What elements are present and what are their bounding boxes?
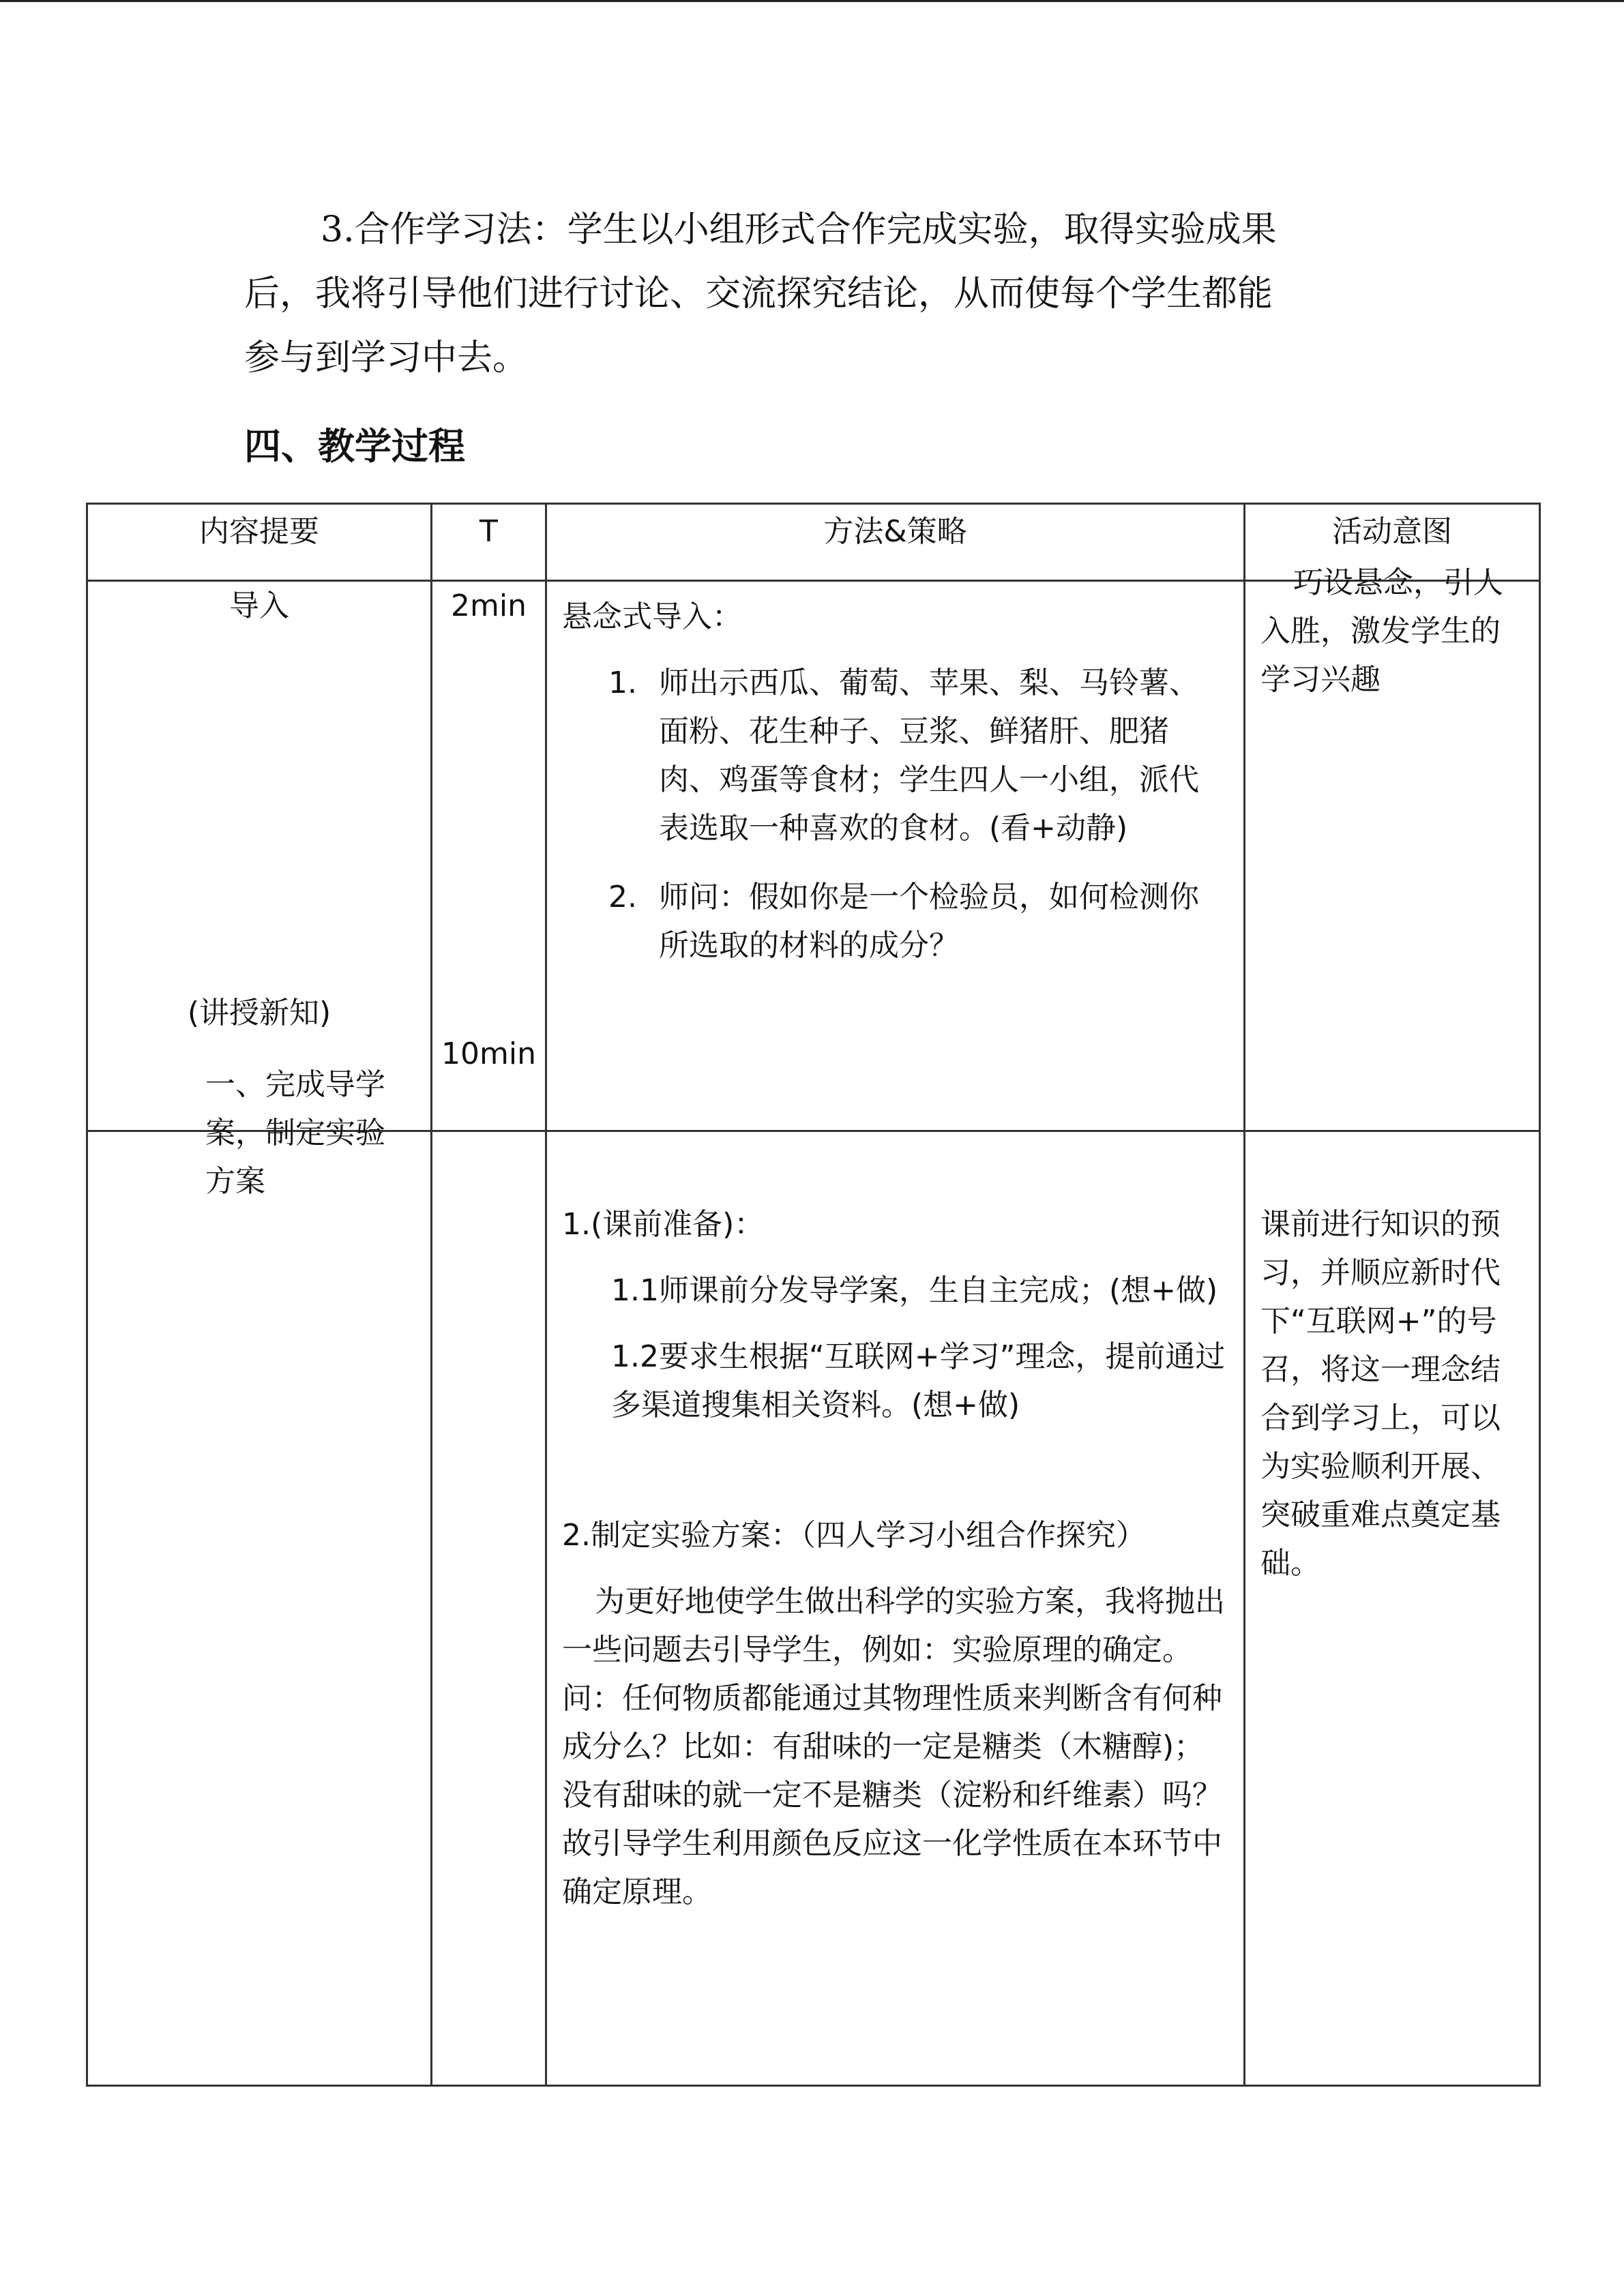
- list-item: [562, 659, 1227, 852]
- method-paragraph: [244, 198, 1363, 390]
- header-method: 方法&策略: [546, 504, 1245, 581]
- paragraph-line-1: 3.合作学习法：学生以小组形式合作完成实验，取得实验成果: [321, 209, 1277, 250]
- section-heading: 四、教学过程: [244, 425, 465, 468]
- row1-method: [546, 581, 1245, 1131]
- row2-prep-item-2: 1.2要求生根据“互联网+学习”理念，提前通过多渠道搜集相关资料。(想+做): [611, 1339, 1226, 1422]
- row2-content: [87, 996, 432, 2086]
- paragraph-line-2: 后，我将引导他们进行讨论、交流探究结论，从而使每个学生都能: [244, 273, 1273, 314]
- row2-plan-title: 2.制定实验方案：（四人学习小组合作探究）: [562, 1518, 1146, 1553]
- row2-method: [546, 1131, 1245, 2086]
- page-top-border: [0, 0, 1624, 2]
- row1-time: 2min: [432, 581, 546, 1131]
- teaching-process-table: [86, 503, 1541, 2087]
- list-item-number: 1.: [608, 666, 637, 700]
- row1-method-title: 悬念式导入：: [562, 599, 742, 634]
- row1-content: 导入: [87, 581, 432, 1131]
- row2-time-value: 10min: [441, 1037, 536, 1071]
- row2-prep-title: 1.(课前准备)：: [562, 1207, 765, 1242]
- list-item-text: 师问：假如你是一个检验员，如何检测你所选取的材料的成分？: [659, 880, 1199, 963]
- row2-content-topic: 一、完成导学案，制定实验方案: [205, 1067, 385, 1199]
- header-content: 内容提要: [87, 504, 432, 581]
- list-item: [562, 873, 1227, 970]
- header-intent: 活动意图: [1245, 504, 1540, 581]
- paragraph-line-3: 参与到学习中去。: [244, 338, 529, 378]
- table-row: [87, 1131, 1540, 2086]
- row2-content-label: (讲授新知): [187, 996, 331, 1030]
- row2-prep-item-1: 1.1师课前分发导学案，生自主完成；(想+做): [611, 1273, 1218, 1308]
- list-item-text: 师出示西瓜、葡萄、苹果、梨、马铃薯、面粉、花生种子、豆浆、鲜猪肝、肥猪肉、鸡蛋等食材；学生四人一小组，派代表选取一种喜欢的食材。(看+动静): [659, 666, 1199, 846]
- row1-intent: [1245, 565, 1540, 1131]
- header-time: T: [432, 504, 546, 581]
- row2-intent: [1245, 1131, 1540, 2086]
- row2-intent-text: 课前进行知识的预习，并顺应新时代下“互联网+”的号召，将这一理念结合到学习上，可以为实验顺利开展、突破重难点奠定基础。: [1260, 1207, 1501, 1581]
- row1-method-list: [562, 659, 1227, 970]
- list-item-number: 2.: [608, 880, 637, 914]
- row1-intent-text: 巧设悬念，引人入胜，激发学生的学习兴趣: [1260, 565, 1503, 697]
- row2-time: [432, 1037, 546, 2086]
- row2-plan-body: 为更好地使学生做出科学的实验方案，我将抛出一些问题去引导学生，例如：实验原理的确定。问：任何物质都能通过其物理性质来判断含有何种成分么？比如：有甜味的一定是糖类（木糖醇)；没有甜味的就一定不是糖类（淀粉和纤维素）吗？故引导学生利用颜色反应这一化学性质在本环节中确定原理。: [562, 1584, 1225, 1909]
